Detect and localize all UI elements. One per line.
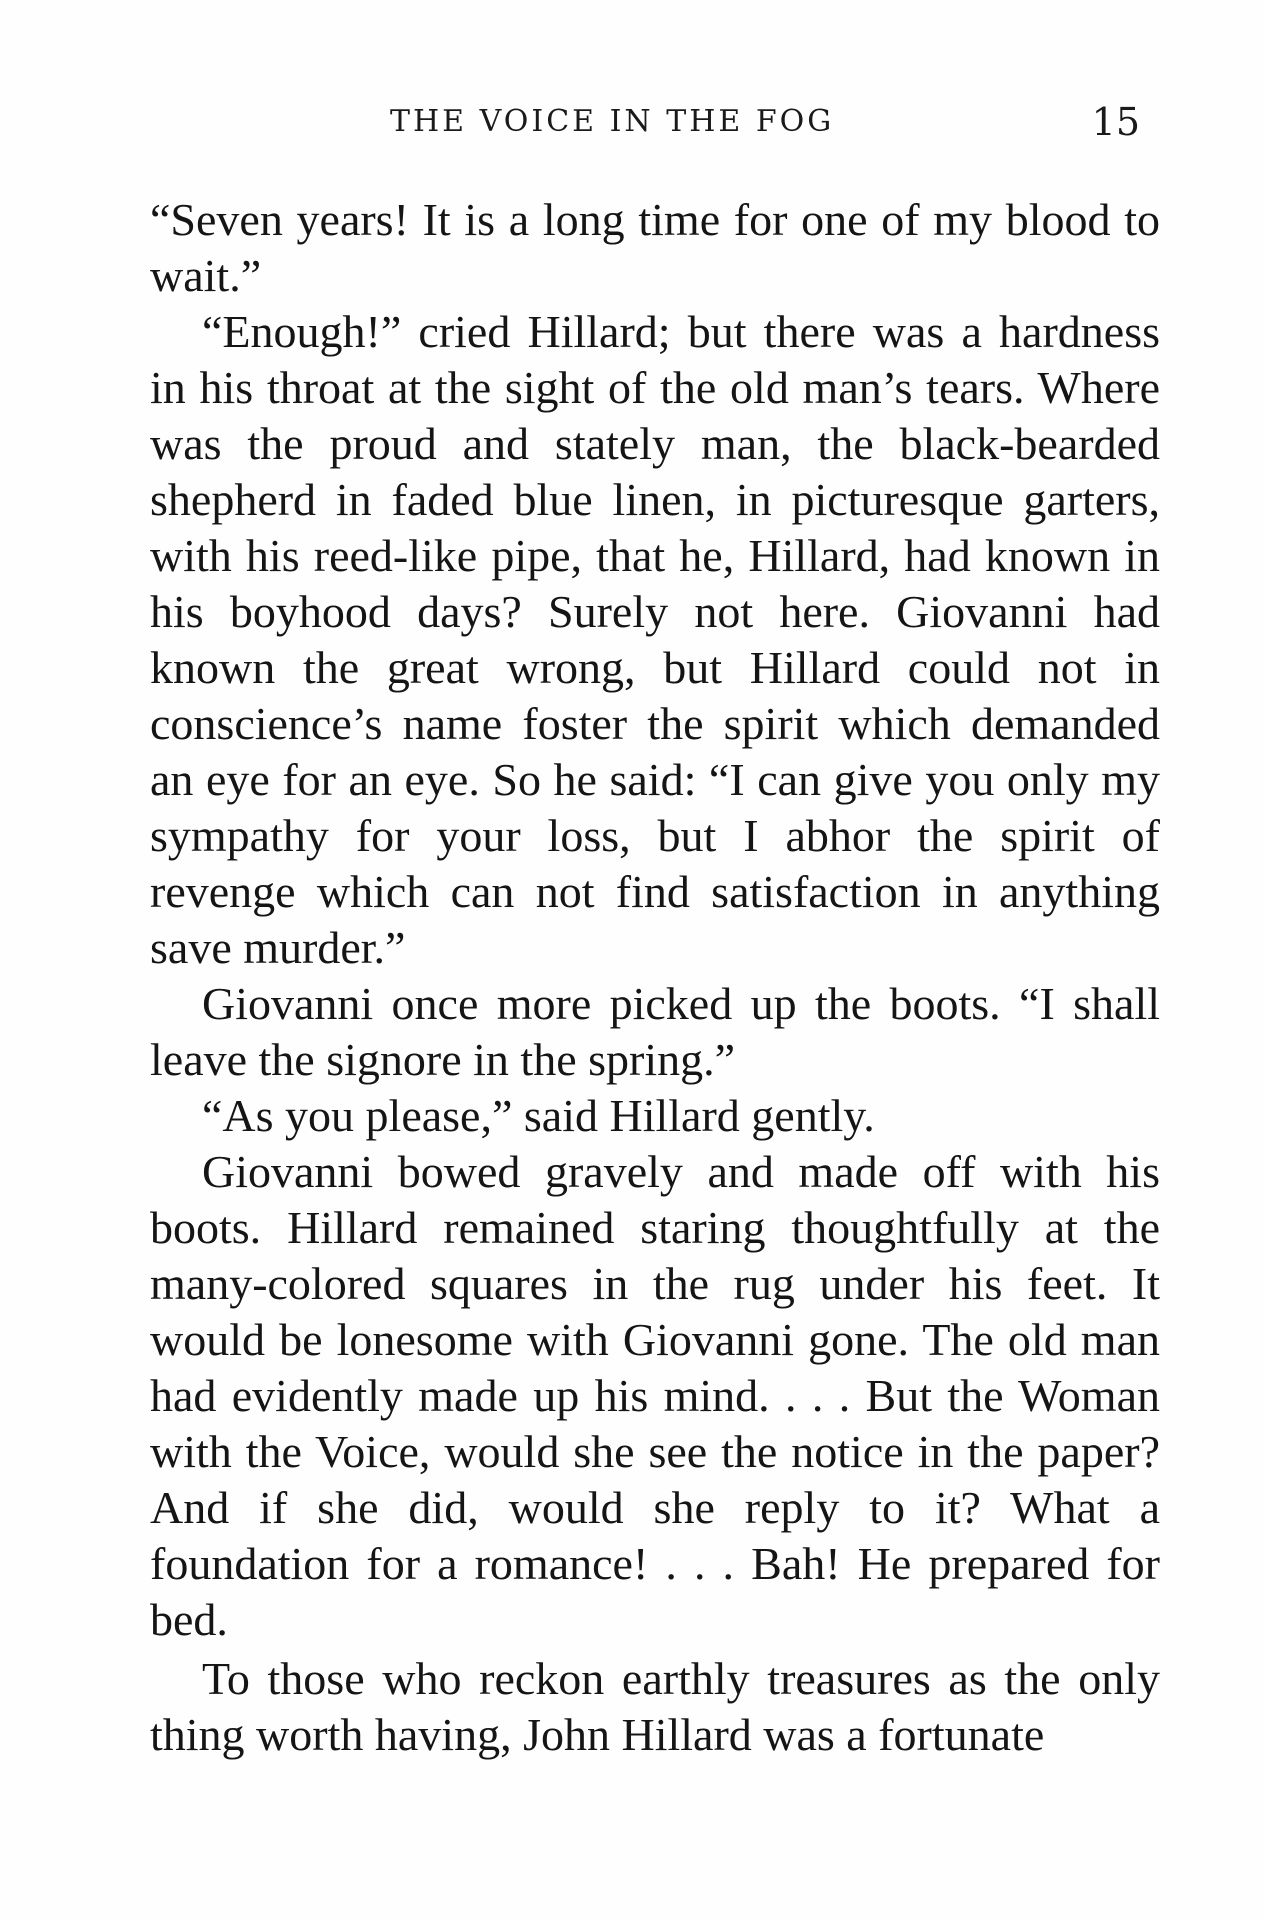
running-head [150,100,1160,144]
paragraph-6: To those who reckon earthly treasures as the only thing worth having, John Hillard was a fortunate [150,1653,1160,1760]
page-number: 15 [1091,100,1140,144]
running-title: THE VOICE IN THE FOG [390,104,835,139]
paragraph-3: Giovanni once more picked up the boots. “I shall leave the signore in the spring.” [150,978,1160,1085]
body-text [150,192,1160,1763]
paragraph-2: “Enough!” cried Hillard; but there was a hardness in his throat at the sight of the old man’s tears. Where was the proud and stately man, the black-bearded shepherd in faded blue linen, in picturesque garters, with his reed-like pipe, that he, Hillard, had known in his boyhood days? Surely not here. Giovanni had known the great wrong, but Hillard could not in conscience’s name foster the spirit which demanded an eye for an eye. So he said: “I can give you only my sympathy for your loss, but I abhor the spirit of revenge which can not find satisfaction in anything save murder.” [150,306,1160,973]
paragraph-4: “As you please,” said Hillard gently. [202,1090,875,1141]
paragraph-5: Giovanni bowed gravely and made off with his boots. Hillard remained staring thoughtfully at the many-colored squares in the rug under his feet. It would be lonesome with Giovanni gone. The old man had evidently made up his mind. . . . But the Woman with the Voice, would she see the notice in the paper? And if she did, would she reply to it? What a foundation for a romance! . . . Bah! He prepared for bed. [150,1146,1160,1645]
paragraph-1: “Seven years! It is a long time for one of my blood to wait.” [150,194,1160,301]
